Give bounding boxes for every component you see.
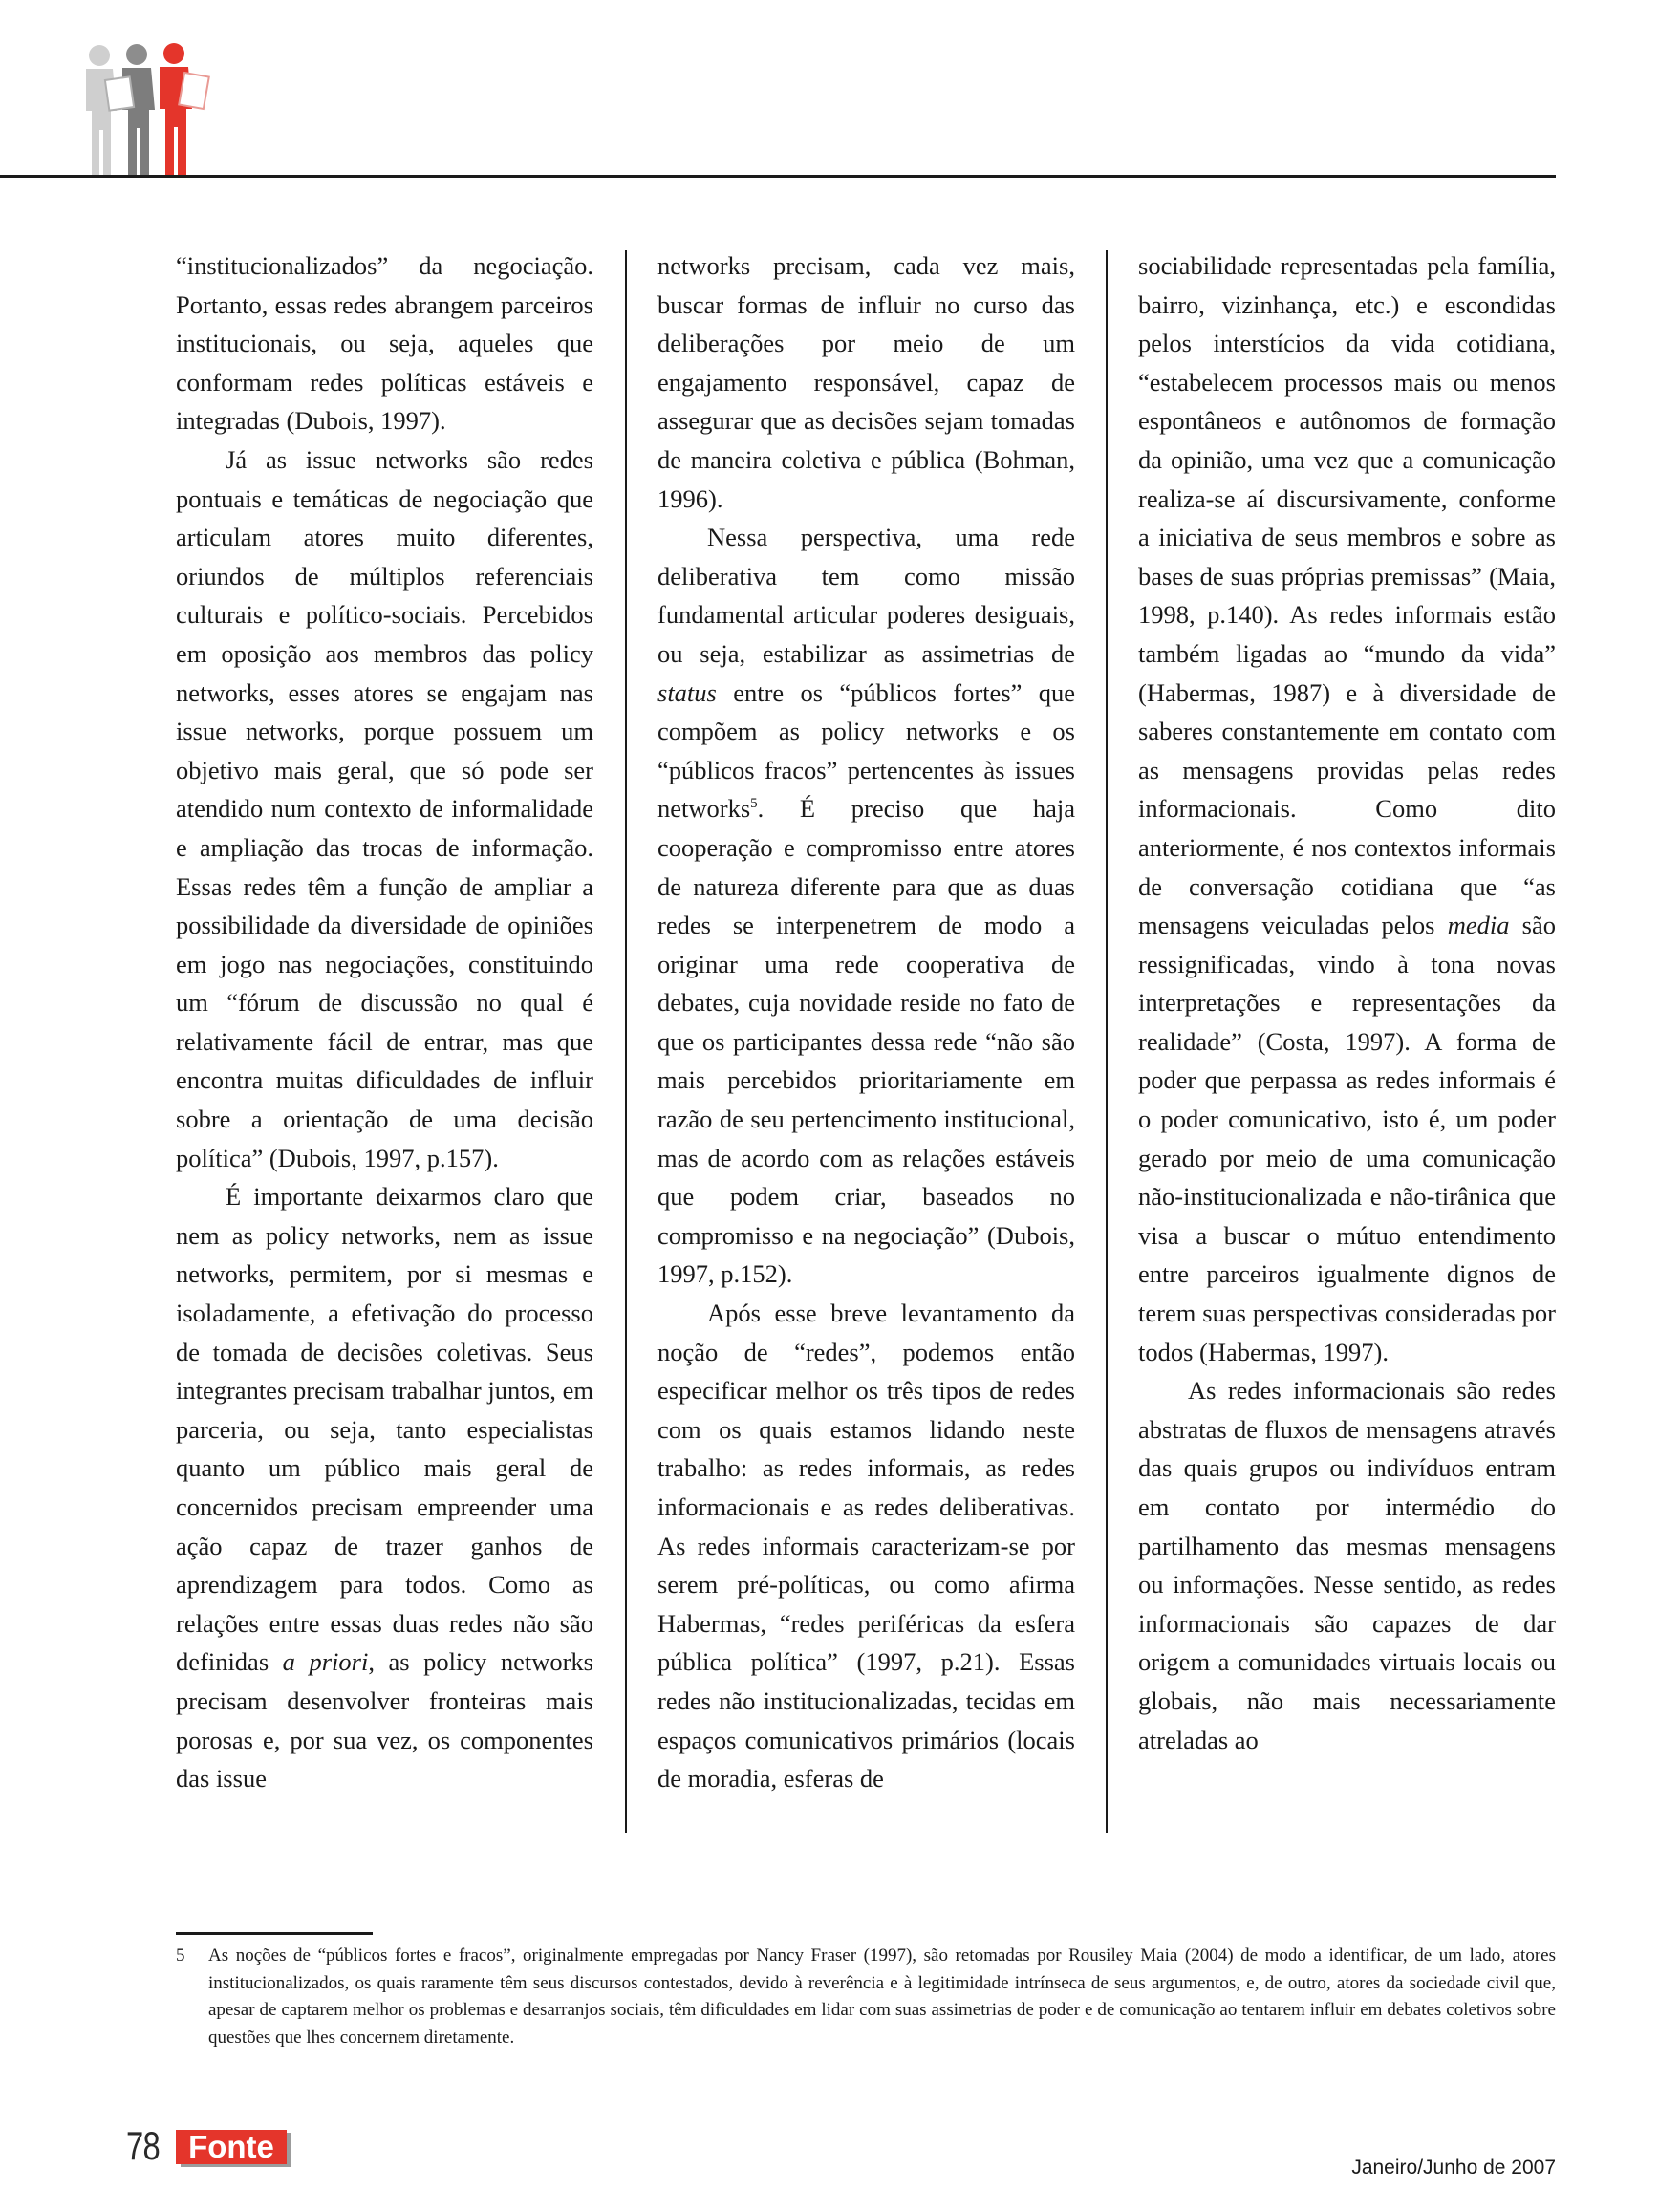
text-run: Já as issue networks são redes pontuais e temáticas de negociação que articulam atores muito diferentes, oriundos de múltiplos referenciais culturais e político-sociais. Percebidos em oposição aos membros das policy networks, esses atores se engajam nas issue networks, porque possuem um objetivo mais geral, que só pode ser atendido num contexto de informalidade e ampliação das trocas de informação. Essas redes têm a função de ampliar a possibilidade da diversidade de opiniões em jogo nas negociações, constituindo um “fórum de discussão no qual é relativamente fácil de entrar, mas que encontra muitas dificuldades de influir sobre a orientação de uma decisão política” (Dubois, 1997, p.157).: [176, 444, 593, 1172]
column-divider: [1106, 250, 1108, 1833]
text-column: [657, 247, 1075, 1842]
text-column: [1138, 247, 1556, 1842]
text-run: , as policy networks precisam desenvolver fronteiras mais porosas e, por sua vez, os componentes das issue: [176, 1647, 593, 1793]
brand-logo: [176, 2130, 287, 2164]
issue-date: Janeiro/Junho de 2007: [1351, 2157, 1556, 2179]
text-run: são ressignificadas, vindo à tona novas interpretações e representações da realidade” (Costa, 1997). A forma de poder que perpassa as redes informais é o poder comunicativo, isto é, um poder gerado por meio de uma comunicação não-institucionalizada e não-tirânica que visa a buscar o mútuo entendimento entre parceiros igualmente dignos de terem suas perspectivas consideradas por todos (Habermas, 1997).: [1138, 911, 1556, 1366]
column-divider: [625, 250, 627, 1833]
text-column: [176, 247, 593, 1842]
paragraph: [657, 247, 1075, 518]
brand-name: Fonte: [188, 2129, 274, 2164]
footnote-text: As noções de “públicos fortes e fracos”, originalmente empregadas por Nancy Fraser (1997), são retomadas por Rousiley Maia (2004) de modo a identificar, de um lado, atores institucionalizados, os quais raramente têm seus discursos contestados, devido à reverência e à legitimidade intrínseca de seus argumentos, e, de outro, atores da sociedade civil que, apesar de captarem melhor os problemas e desarranjos sociais, têm dificuldades em lidar com suas assimetrias de poder e de comunicação ao tentarem influir em debates coletivos sobre questões que lhes concernem diretamente.: [208, 1945, 1556, 2048]
text-run: entre os “públicos fortes” que compõem as policy networks e os “públicos fracos” pertencentes às issues networks: [657, 677, 1075, 824]
paragraph: [176, 1177, 593, 1798]
italic-term: media: [1447, 911, 1510, 940]
paragraph: [657, 518, 1075, 1294]
paragraph: [1138, 1371, 1556, 1759]
footnote-rule: [176, 1932, 373, 1935]
text-run: Após esse breve levantamento da noção de “redes”, podemos então especificar melhor os três tipos de redes com os quais estamos lidando neste trabalho: as redes informais, as redes informacionais e as redes deliberativas. As redes informais caracterizam-se por serem pré-políticas, ou como afirma Habermas, “redes periféricas da esfera pública política” (1997, p.21). Essas redes não institucionalizadas, tecidas em espaços comunicativos primários (locais de moradia, esferas de: [657, 1299, 1075, 1793]
text-run: As redes informacionais são redes abstratas de fluxos de mensagens através das quais grupos ou indivíduos entram em contato por intermédio do partilhamento das mesmas mensagens ou informações. Nesse sentido, as redes informacionais são capazes de dar origem a comunidades virtuais locais ou globais, não mais necessariamente atreladas ao: [1138, 1376, 1556, 1754]
footnote-number: 5: [176, 1945, 185, 1965]
italic-term: status: [657, 677, 717, 707]
italic-term: a priori: [282, 1647, 369, 1677]
text-run: É importante deixarmos claro que nem as policy networks, nem as issue networks, permitem, por si mesmas e isoladamente, a efetivação do processo de tomada de decisões coletivas. Seus integrantes precisam trabalhar juntos, em parceria, ou seja, tanto especialistas quanto um público mais geral de concernidos precisam empreender uma ação capaz de trazer ganhos de aprendizagem para todos. Como as relações entre essas duas redes não são definidas: [176, 1182, 593, 1677]
paragraph: [1138, 247, 1556, 1371]
page-number: 78: [126, 2123, 160, 2168]
paragraph: [176, 247, 593, 440]
text-run: sociabilidade representadas pela família, bairro, vizinhança, etc.) e escondidas pelos interstícios da vida cotidiana, “estabelecem processos mais ou menos espontâneos e autônomos de formação da opinião, uma vez que a comunicação realiza-se aí discursivamente, conforme a iniciativa de seus membros e sobre as bases de suas próprias premissas” (Maia, 1998, p.140). As redes informais estão também ligadas ao “mundo da vida” (Habermas, 1987) e à diversidade de saberes constantemente em contato com as mensagens providas pelas redes informacionais. Como dito anteriormente, é nos contextos informais de conversação cotidiana que “as mensagens veiculadas pelos: [1138, 251, 1556, 940]
text-run: Nessa perspectiva, uma rede deliberativa tem como missão fundamental articular poderes desiguais, ou seja, estabilizar as assimetrias de: [657, 523, 1075, 668]
paragraph: [176, 440, 593, 1177]
three-people-icon: [75, 42, 218, 178]
text-run: . É preciso que haja cooperação e compromisso entre atores de natureza diferente para que as duas redes se interpenetrem de modo a originar uma rede cooperativa de debates, cuja novidade reside no fato de que os participantes dessa rede “não são mais percebidos prioritariamente em razão de seu pertencimento institucional, mas de acordo com as relações estáveis que podem criar, baseados no compromisso e na negociação” (Dubois, 1997, p.152).: [657, 794, 1075, 1289]
text-run: “institucionalizados” da negociação. Portanto, essas redes abrangem parceiros institucionais, ou seja, aqueles que conformam redes políticas estáveis e integradas (Dubois, 1997).: [176, 251, 593, 436]
paragraph: [657, 1294, 1075, 1798]
footnote: [176, 1943, 1556, 2051]
footnote-reference: 5: [750, 796, 758, 812]
text-run: networks precisam, cada vez mais, buscar formas de influir no curso das deliberações por meio de um engajamento responsável, capaz de assegurar que as decisões sejam tomadas de maneira coletiva e pública (Bohman, 1996).: [657, 251, 1075, 513]
header-rule: [0, 175, 1556, 178]
